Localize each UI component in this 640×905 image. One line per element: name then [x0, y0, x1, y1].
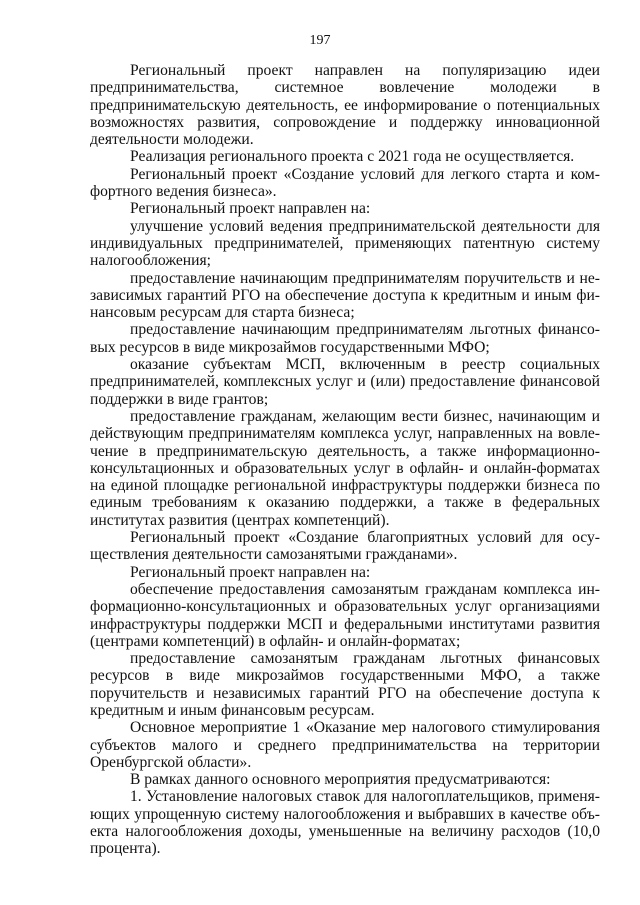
page-number: 197 — [309, 33, 331, 48]
paragraph: Реализация регионального проекта с 2021 года не осуществляется. — [130, 148, 575, 166]
paragraph: Региональный проект направлен на популяризацию идеи предпринимательства, системное вовлечение молодежи в предпринимательскую деятельность, ее информирование о потенциальных возможностях развития, сопровождение и поддержку инновационной деятельности молодежи. — [90, 62, 600, 149]
paragraph: Региональный проект «Создание благоприятных условий для осуществления деятельности самозанятыми гражданами». — [90, 529, 600, 564]
paragraph: Региональный проект направлен на: — [130, 563, 371, 581]
paragraph: В рамках данного основного мероприятия предусматриваются: — [130, 771, 551, 789]
paragraph: оказание субъектам МСП, включенным в реестр социальных предпринимателей, комплексных услуг и (или) предоставление финансовой поддержки в виде грантов; — [90, 356, 600, 408]
paragraph: 1. Установление налоговых ставок для налогоплательщиков, применяющих упрощенную систему налогообложения и выбравших в качестве объекта налогообложения доходы, уменьшенные на величину расходов (10,0 процента). — [90, 788, 600, 858]
document-body — [90, 62, 600, 858]
paragraph: предоставление гражданам, желающим вести бизнес, начинающим и действующим предпринимателям комплекса услуг, направленных на вовлечение в предпринимательскую деятельность, а также информационно-консультационных и образовательных услуг в офлайн- и онлайн-форматах на единой площадке региональной инфраструктуры поддержки бизнеса по единым требованиям к оказанию поддержки, а также в федеральных институтах развития (центрах компетенций). — [90, 407, 600, 529]
paragraph: предоставление самозанятым гражданам льготных финансовых ресурсов в виде микрозаймов государственными МФО, а также поручительств и независимых гарантий РГО на обеспечение доступа к кредитным и иным финансовым ресурсам. — [90, 650, 600, 719]
paragraph: предоставление начинающим предпринимателям поручительств и независимых гарантий РГО на обеспечение доступа к кредитным и иным финансовым ресурсам для старта бизнеса; — [90, 269, 600, 322]
paragraph: предоставление начинающим предпринимателям льготных финансовых ресурсов в виде микрозаймов государственными МФО; — [90, 321, 600, 356]
paragraph: Основное мероприятие 1 «Оказание мер налогового стимулирования субъектов малого и среднего предпринимательства на территории Оренбургской области». — [90, 719, 600, 771]
paragraph: Региональный проект направлен на: — [130, 200, 371, 218]
paragraph: Региональный проект «Создание условий для легкого старта и комфортного ведения бизнеса». — [90, 165, 600, 201]
paragraph: обеспечение предоставления самозанятым гражданам комплекса информационно-консультационных и образовательных услуг организациями инфраструктуры поддержки МСП и федеральными институтами развития (центрами компетенций) в офлайн- и онлайн-форматах; — [90, 580, 600, 650]
paragraph: улучшение условий ведения предпринимательской деятельности для индивидуальных предпринимателей, применяющих патентную систему налогообложения; — [90, 217, 600, 270]
